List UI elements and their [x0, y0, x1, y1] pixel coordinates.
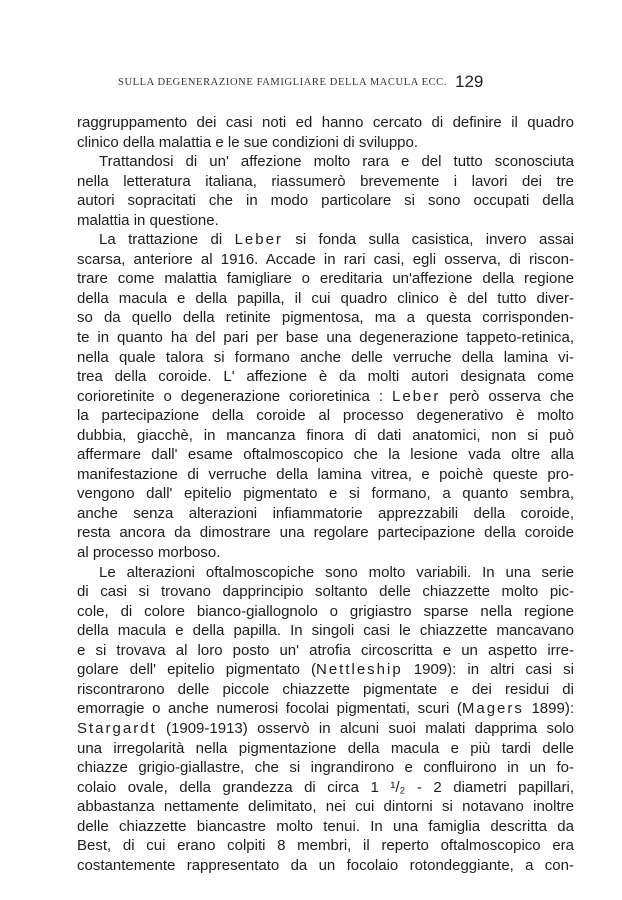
text-segment: trea della coroide. L' affezione è da molti autori designata come	[77, 368, 574, 386]
author-name: Nettleship	[316, 661, 403, 679]
body-text	[77, 113, 574, 875]
text-line	[77, 719, 574, 739]
text-line	[77, 367, 574, 387]
text-segment: autori sopracitati che in modo particolare si sono occupati della	[77, 192, 574, 210]
text-segment: anche senza alterazioni infiammatorie apprezzabili della coroide,	[77, 504, 574, 522]
text-segment: vengono dall' epitelio pigmentato e si formano, a quanto sembra,	[77, 485, 574, 503]
text-line	[77, 308, 574, 328]
text-line	[77, 133, 574, 153]
text-line	[77, 191, 574, 211]
text-segment: colaio ovale, della grandezza di circa 1 ¹/₂ - 2 diametri papillari,	[77, 778, 574, 796]
text-line	[77, 543, 574, 563]
text-segment: costantemente rappresentato da un focolaio rotondeggiante, a con-	[77, 856, 574, 874]
text-segment: la partecipazione della coroide al processo degenerativo è molto	[77, 407, 574, 425]
text-segment: si fonda sulla casistica, invero assai	[282, 231, 575, 249]
text-line	[77, 504, 574, 524]
text-segment: manifestazione di verruche della lamina vitrea, e poichè queste pro-	[77, 465, 574, 483]
text-segment: te in quanto ha del pari per base una degenerazione tappeto-retinica,	[77, 329, 574, 347]
text-line	[77, 680, 574, 700]
text-line	[77, 445, 574, 465]
text-segment: però osserva che	[440, 387, 575, 405]
text-segment: raggruppamento dei casi noti ed hanno cercato di definire il quadro	[77, 114, 574, 131]
text-segment: 1909): in altri casi si	[402, 661, 574, 679]
text-line	[77, 328, 574, 348]
text-line	[77, 856, 574, 876]
text-segment: cole, di colore bianco-giallognolo o grigiastro sparse nella regione	[77, 602, 574, 620]
text-segment: so da quello della retinite pigmentosa, ma a questa corrisponden-	[77, 309, 574, 327]
author-name: Magers	[461, 700, 524, 718]
text-segment: abbastanza nettamente delimitato, nei cui dintorni si notavano inoltre	[77, 798, 574, 816]
text-segment: trare come malattia famigliare o ereditaria un'affezione della regione	[77, 270, 574, 288]
text-line	[77, 269, 574, 289]
text-segment: dubbia, giacchè, in mancanza finora di dati anatomici, non si può	[77, 426, 574, 444]
text-segment: emorragie o anche numerosi focolai pigmentati, scuri (	[77, 700, 462, 718]
text-line	[77, 230, 574, 250]
author-name: Leber	[392, 387, 441, 405]
text-segment: Trattandosi di un' affezione molto rara e del tutto sconosciuta	[99, 153, 574, 171]
text-line	[77, 739, 574, 759]
text-line	[77, 211, 574, 231]
text-line	[77, 113, 574, 133]
text-segment: nella letteratura italiana, riassumerò brevemente i lavori dei tre	[77, 172, 574, 190]
text-line	[77, 758, 574, 778]
text-segment: golare dell' epitelio pigmentato (	[77, 661, 316, 679]
text-line	[77, 582, 574, 602]
text-line	[77, 660, 574, 680]
text-line	[77, 797, 574, 817]
text-line	[77, 699, 574, 719]
text-line	[77, 563, 574, 583]
text-line	[77, 817, 574, 837]
text-line	[77, 836, 574, 856]
page-number: 129	[455, 72, 484, 91]
text-segment: resta ancora da dimostrare una regolare partecipazione della coroide	[77, 524, 574, 542]
text-segment: Le alterazioni oftalmoscopiche sono molto variabili. In una serie	[99, 563, 574, 581]
text-line	[77, 641, 574, 661]
text-segment: (1909-1913) osservò in alcuni suoi malati dapprima solo	[156, 719, 574, 737]
text-segment: chiazze grigio-giallastre, che si ingrandirono e confluirono in un fo-	[77, 759, 574, 777]
text-segment: Best	[77, 837, 108, 855]
text-line	[77, 621, 574, 641]
text-segment: affermare dall' esame oftalmoscopico che la lesione vada oltre alla	[77, 446, 574, 464]
text-line	[77, 484, 574, 504]
text-line	[77, 465, 574, 485]
running-head: SULLA DEGENERAZIONE FAMIGLIARE DELLA MACULA ECC.	[118, 77, 448, 88]
text-segment: corioretinite o degenerazione corioretinica :	[77, 387, 392, 405]
text-line	[77, 250, 574, 270]
text-segment: 1899):	[523, 700, 574, 718]
text-line	[77, 426, 574, 446]
text-segment: una irregolarità nella pigmentazione della macula e più tardi delle	[77, 739, 574, 757]
text-segment: di casi si trovano dapprincipio soltanto delle chiazzette molto pic-	[77, 583, 574, 601]
text-line	[77, 152, 574, 172]
text-segment: malattia in questione.	[77, 211, 219, 229]
author-name: Leber	[234, 231, 283, 249]
text-line	[77, 289, 574, 309]
text-line	[77, 348, 574, 368]
text-segment: e si trovava al loro posto un' atrofia circoscritta e un aspetto irre-	[77, 641, 574, 659]
text-segment: della macula e della papilla. In singoli casi le chiazzette mancavano	[77, 622, 574, 640]
text-line	[77, 778, 574, 798]
text-segment: clinico della malattia e le sue condizioni di sviluppo.	[77, 133, 419, 151]
text-line	[77, 602, 574, 622]
text-segment: al processo morboso.	[77, 544, 221, 562]
text-line	[77, 406, 574, 426]
text-segment: nella quale talora si formano anche delle verruche della lamina vi-	[77, 348, 574, 366]
text-line	[77, 523, 574, 543]
text-segment: La trattazione di	[99, 231, 235, 249]
author-name: Stargardt	[77, 719, 157, 737]
text-segment: della macula e della papilla, il cui quadro clinico è del tutto diver-	[77, 289, 574, 307]
text-segment: delle chiazzette biancastre molto tenui. In una famiglia descritta da	[77, 817, 574, 835]
text-segment: scarsa, anteriore al 1916. Accade in rari casi, egli osserva, di riscon-	[77, 250, 574, 268]
text-line	[77, 387, 574, 407]
text-line	[77, 172, 574, 192]
text-segment: riscontrarono delle piccole chiazzette pigmentate e dei residui di	[77, 680, 574, 698]
text-segment: , di cui erano colpiti 8 membri, il reperto oftalmoscopico era	[107, 837, 574, 855]
